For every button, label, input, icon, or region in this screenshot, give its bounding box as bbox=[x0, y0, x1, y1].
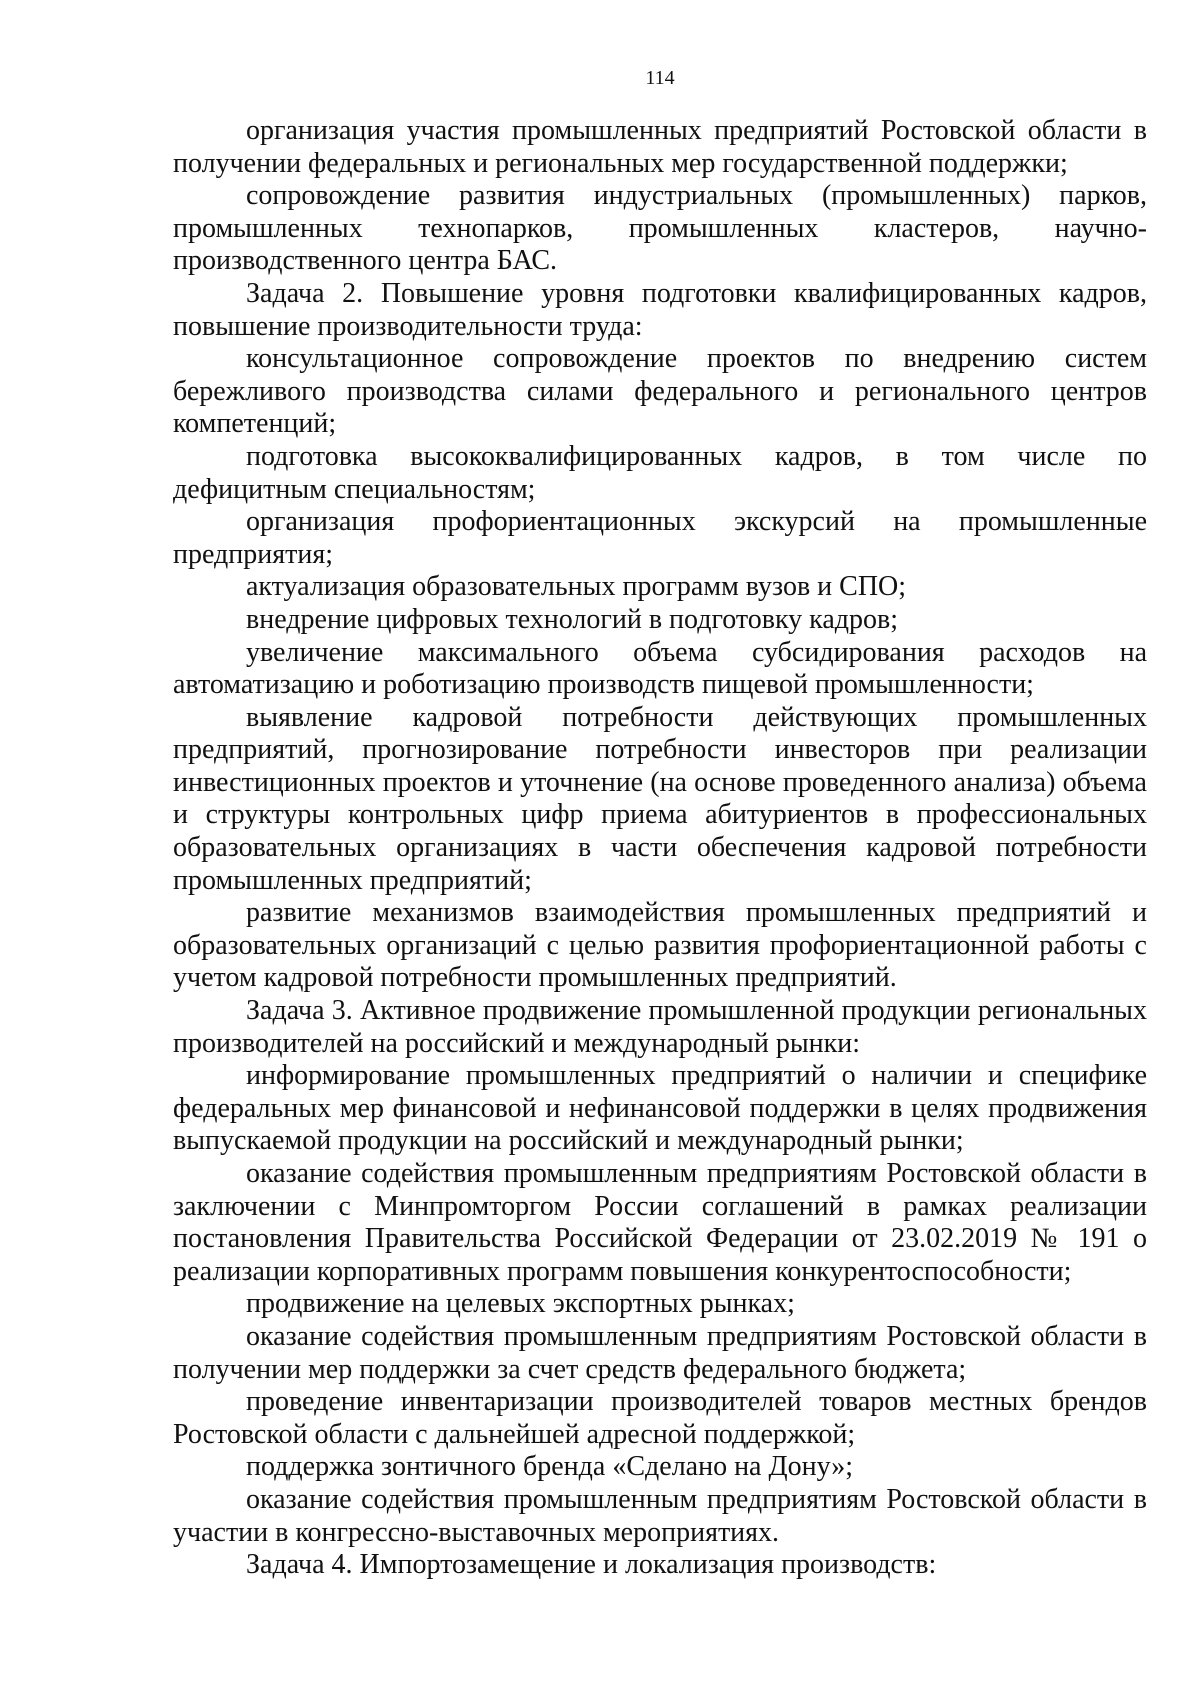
paragraph: увеличение максимального объема субсидирования расходов на автоматизацию и роботизацию производств пищевой промышленности; bbox=[173, 636, 1147, 701]
paragraph: актуализация образовательных программ вузов и СПО; bbox=[246, 571, 907, 603]
page-number: 114 bbox=[645, 67, 675, 89]
paragraph: подготовка высококвалифицированных кадров, в том числе по дефицитным специальностям; bbox=[173, 440, 1147, 505]
paragraph: оказание содействия промышленным предприятиям Ростовской области в заключении с Минпромторгом России соглашений в рамках реализации постановления Правительства Российской Федерации от 23.02.2019 № 191 о реализации корпоративных программ повышения конкурентоспособности; bbox=[173, 1158, 1147, 1287]
paragraph: консультационное сопровождение проектов по внедрению систем бережливого производства силами федерального и регионального центров компетенций; bbox=[173, 343, 1147, 440]
paragraph: оказание содействия промышленным предприятиям Ростовской области в участии в конгрессно-выставочных мероприятиях. bbox=[173, 1483, 1147, 1548]
paragraph: выявление кадровой потребности действующих промышленных предприятий, прогнозирование потребности инвесторов при реализации инвестиционных проектов и уточнение (на основе проведенного анализа) объема и структуры контрольных цифр приема абитуриентов в профессиональных образовательных организациях в части обеспечения кадровой потребности промышленных предприятий; bbox=[173, 701, 1147, 896]
task-heading: Задача 4. Импортозамещение и локализация производств: bbox=[246, 1549, 937, 1581]
paragraph: поддержка зонтичного бренда «Сделано на Дону»; bbox=[246, 1451, 854, 1483]
paragraph: сопровождение развития индустриальных (промышленных) парков, промышленных технопарков, промышленных кластеров, научно-производственного центра БАС. bbox=[173, 180, 1147, 277]
paragraph: оказание содействия промышленным предприятиям Ростовской области в получении мер поддержки за счет средств федерального бюджета; bbox=[173, 1320, 1147, 1385]
paragraph: развитие механизмов взаимодействия промышленных предприятий и образовательных организаций с целью развития профориентационной работы с учетом кадровой потребности промышленных предприятий. bbox=[173, 897, 1147, 994]
paragraph: организация участия промышленных предприятий Ростовской области в получении федеральных и региональных мер государственной поддержки; bbox=[173, 115, 1147, 179]
paragraph: проведение инвентаризации производителей товаров местных брендов Ростовской области с дальнейшей адресной поддержкой; bbox=[173, 1386, 1147, 1450]
paragraph: продвижение на целевых экспортных рынках; bbox=[246, 1288, 795, 1320]
document-body bbox=[173, 115, 1147, 1582]
task-heading: Задача 2. Повышение уровня подготовки квалифицированных кадров, повышение производительности труда: bbox=[173, 277, 1147, 342]
paragraph: организация профориентационных экскурсий на промышленные предприятия; bbox=[173, 506, 1147, 570]
paragraph: информирование промышленных предприятий о наличии и специфике федеральных мер финансовой и нефинансовой поддержки в целях продвижения выпускаемой продукции на российский и международный рынки; bbox=[173, 1060, 1147, 1157]
paragraph: внедрение цифровых технологий в подготовку кадров; bbox=[246, 603, 899, 635]
task-heading: Задача 3. Активное продвижение промышленной продукции региональных производителей на российский и международный рынки: bbox=[173, 995, 1147, 1059]
